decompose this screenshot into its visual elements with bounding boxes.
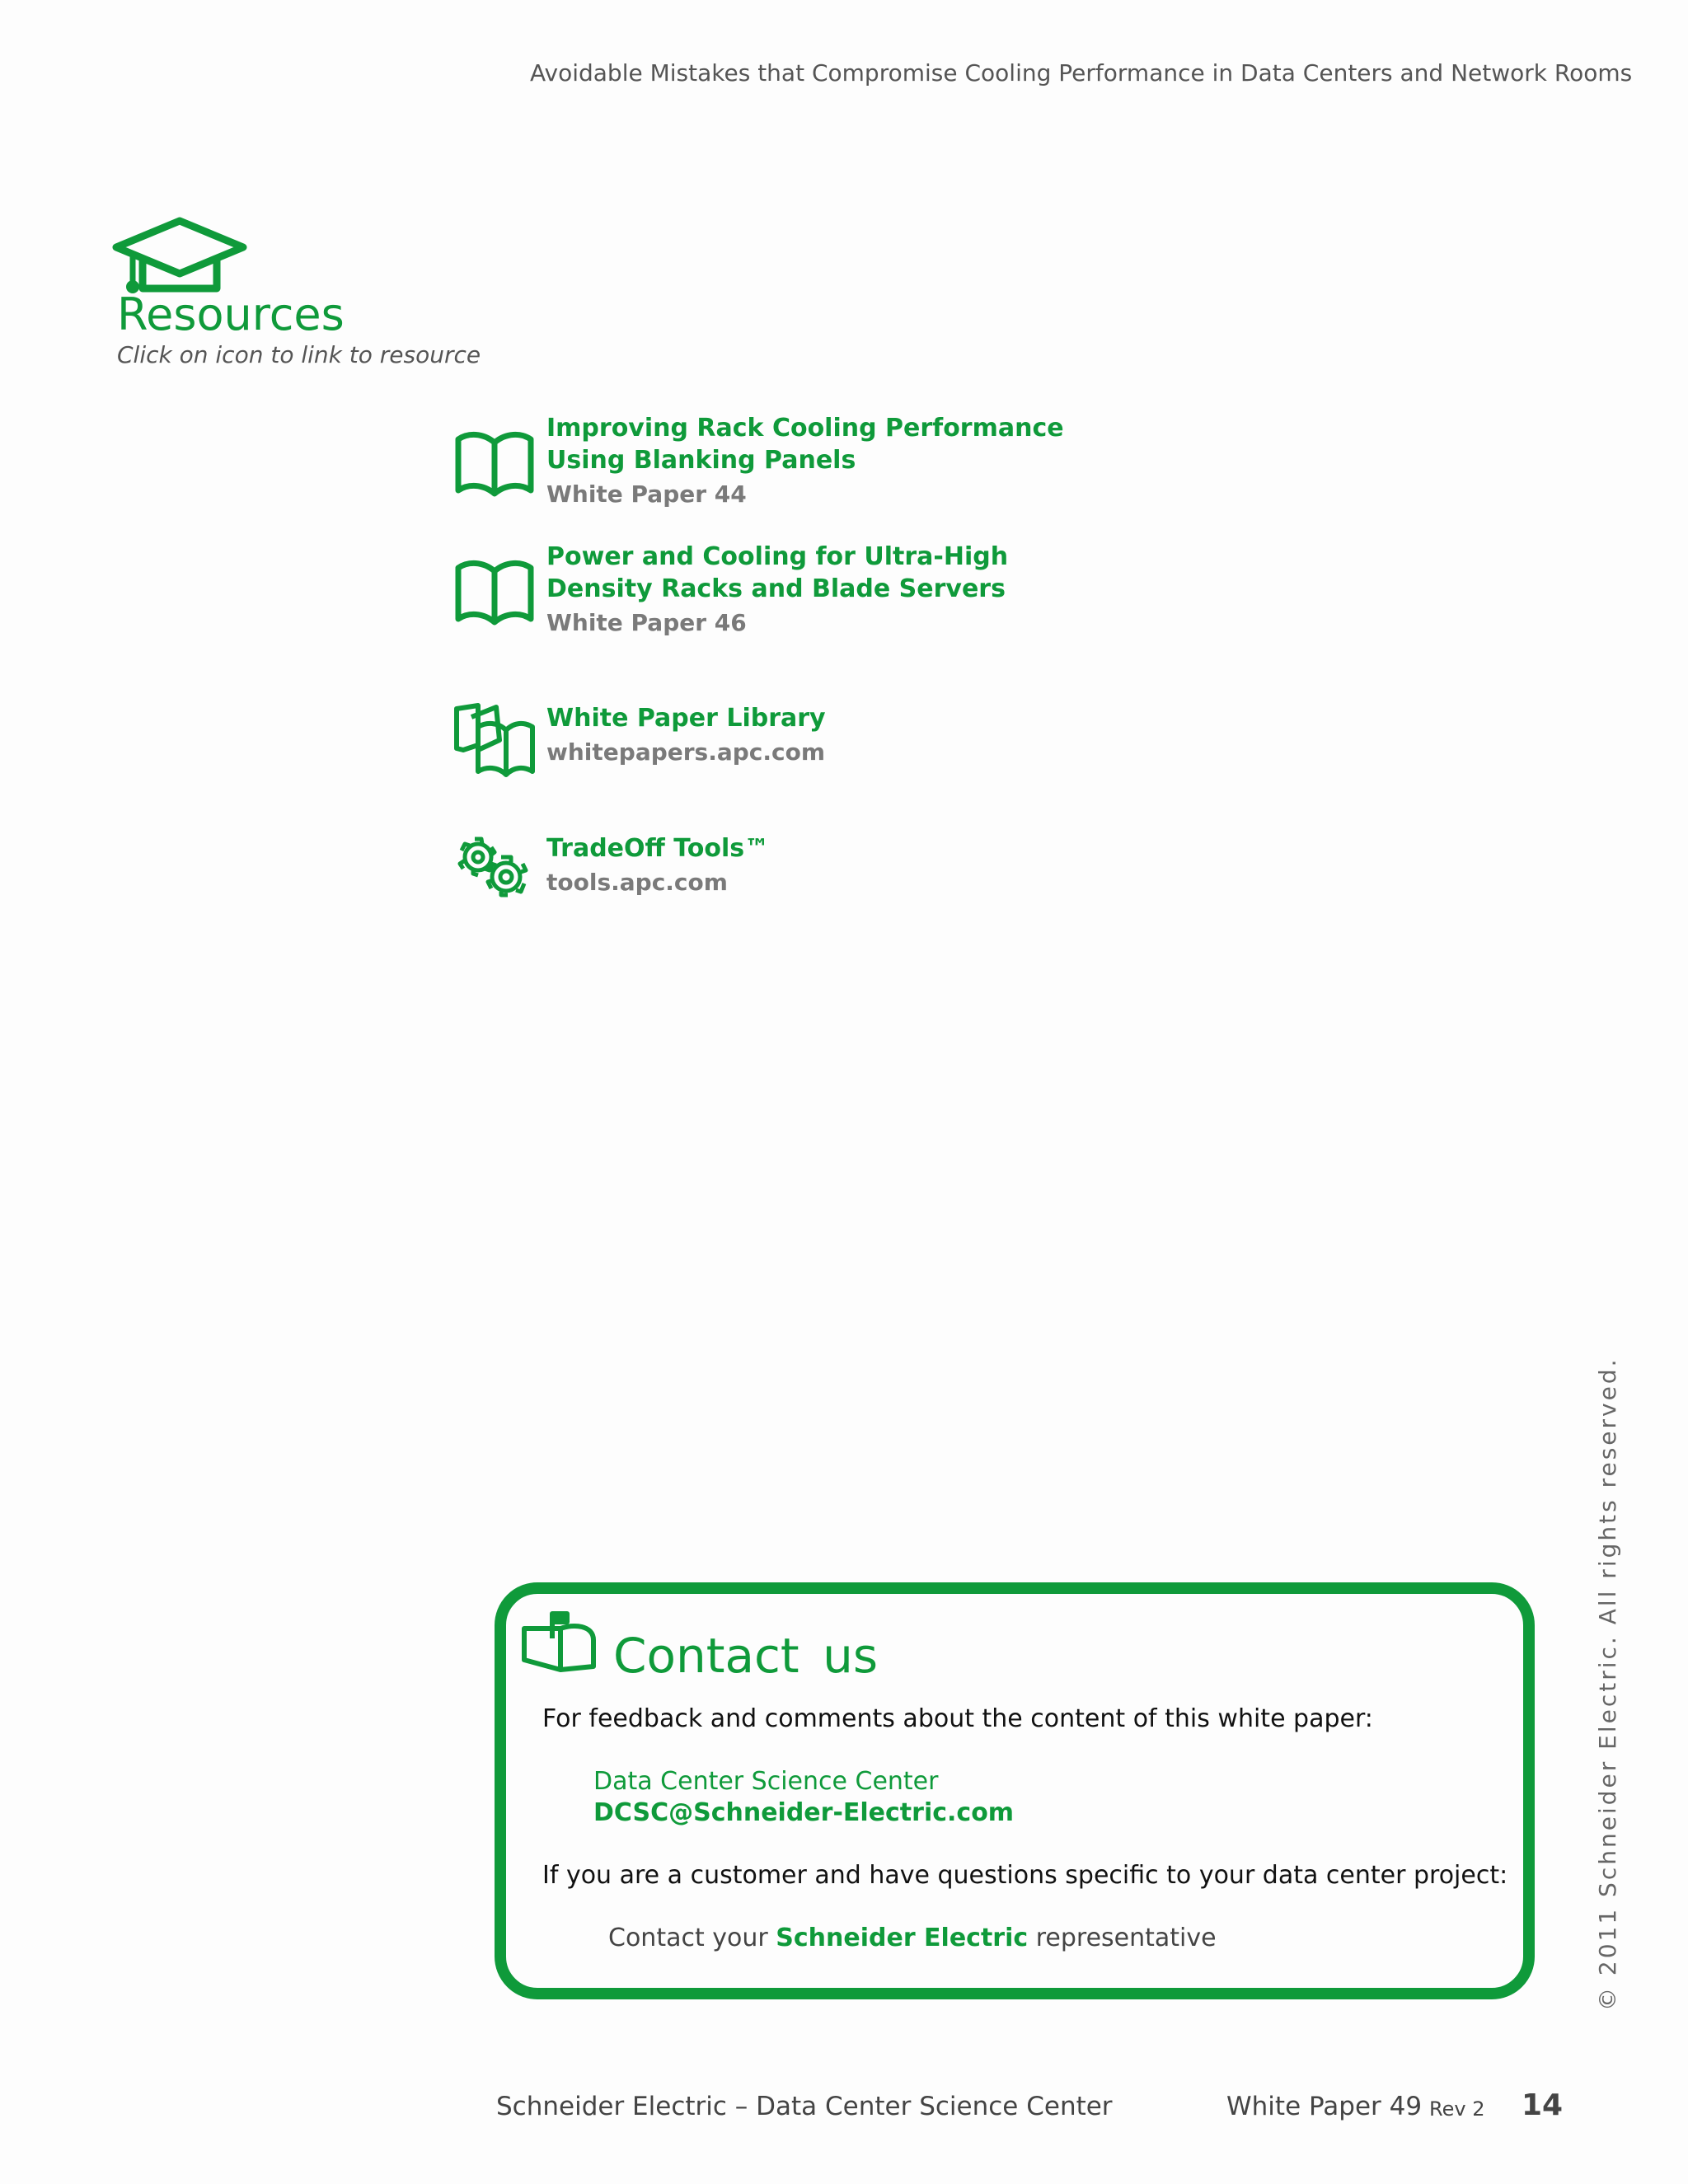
resources-heading: Resources xyxy=(117,288,345,340)
book-library-icon[interactable] xyxy=(453,702,536,778)
page-number: 14 xyxy=(1522,2088,1564,2122)
customer-prompt: If you are a customer and have questions specific to your data center project: xyxy=(542,1861,1508,1890)
graduation-cap-icon xyxy=(110,216,250,298)
resource-title[interactable]: Density Racks and Blade Servers xyxy=(546,574,1006,603)
feedback-prompt: For feedback and comments about the content of this white paper: xyxy=(542,1704,1373,1733)
resource-subtitle: White Paper 44 xyxy=(546,480,747,508)
representative-line xyxy=(608,1924,1217,1952)
rep-suffix: representative xyxy=(1035,1924,1217,1952)
dcsc-name: Data Center Science Center xyxy=(593,1767,939,1796)
resource-subtitle: White Paper 46 xyxy=(546,609,747,636)
rep-prefix: Contact your xyxy=(608,1924,768,1952)
footer-paper-number: White Paper 49 xyxy=(1226,2092,1423,2121)
resource-title[interactable]: White Paper Library xyxy=(546,704,826,733)
resource-title[interactable]: Power and Cooling for Ultra-High xyxy=(546,542,1009,571)
footer-revision: Rev 2 xyxy=(1429,2097,1485,2121)
open-book-icon[interactable] xyxy=(453,553,536,629)
contact-heading: Contact us xyxy=(613,1628,879,1684)
mailbox-icon xyxy=(519,1610,598,1676)
resource-subtitle[interactable]: tools.apc.com xyxy=(546,869,728,896)
copyright-notice: © 2011 Schneider Electric. All rights reserved. xyxy=(1594,1357,1621,2011)
resource-title[interactable]: Improving Rack Cooling Performance xyxy=(546,414,1064,443)
resource-title[interactable]: TradeOff Tools™ xyxy=(546,834,770,863)
dcsc-email-link[interactable]: DCSC@Schneider-Electric.com xyxy=(593,1798,1015,1827)
rep-company-link[interactable]: Schneider Electric xyxy=(776,1924,1029,1952)
resource-subtitle[interactable]: whitepapers.apc.com xyxy=(546,738,826,766)
footer-org: Schneider Electric – Data Center Science Center xyxy=(496,2092,1113,2121)
open-book-icon[interactable] xyxy=(453,424,536,500)
gears-icon[interactable] xyxy=(453,827,536,903)
resource-title[interactable]: Using Blanking Panels xyxy=(546,446,856,475)
resources-subtitle: Click on icon to link to resource xyxy=(117,341,481,368)
running-header: Avoidable Mistakes that Compromise Cooling Performance in Data Centers and Network Rooms xyxy=(530,59,1633,87)
